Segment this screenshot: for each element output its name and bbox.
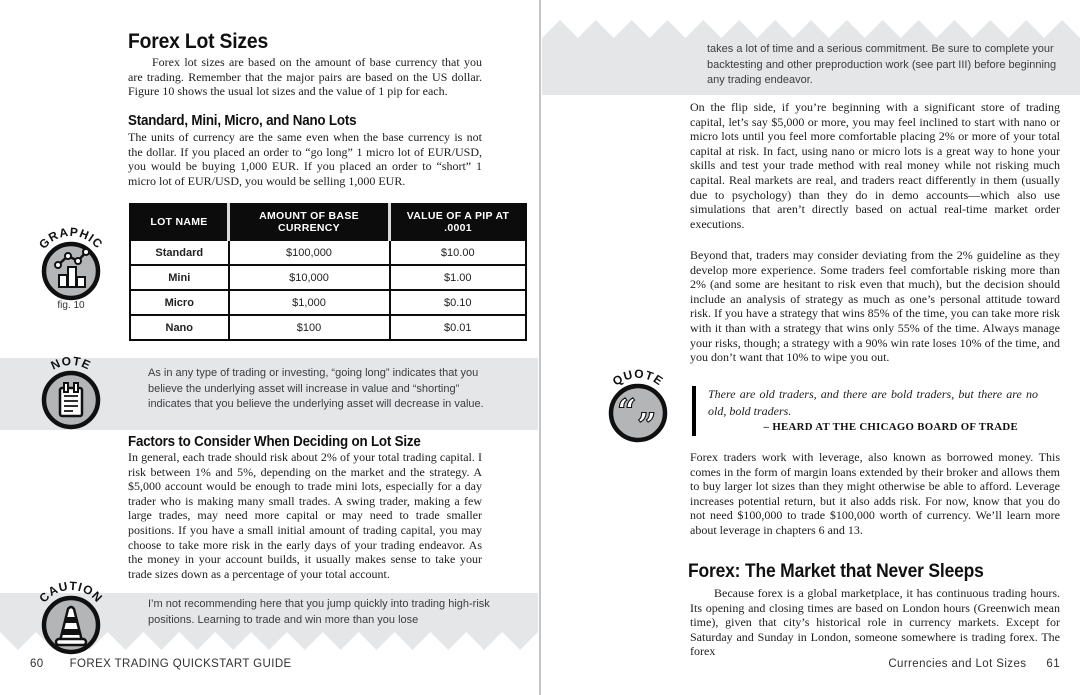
sub-paragraph: The units of currency are the same even when the base currency is not the dollar. If you placed an order to “go long” 1 micro lot of EUR/USD, you would be buying 1,000 EUR. If you placed an order to “short” 1 micro lot of EUR/USD, you would be selling 1,000 EUR. <box>128 130 482 188</box>
caution-label: CAUTION <box>36 578 106 606</box>
quote-icon <box>598 351 678 447</box>
col-header: AMOUNT OF BASE CURRENCY <box>229 204 390 240</box>
col-header: VALUE OF A PIP AT .0001 <box>390 204 527 240</box>
table-row <box>130 265 526 290</box>
page-gutter <box>539 0 541 695</box>
continued-text: takes a lot of time and a serious commitment. Be sure to complete your backtesting and other preproduction work (see part III) before beginning any trading endeavor. <box>707 43 1057 86</box>
page-title: Forex Lot Sizes <box>128 30 269 53</box>
factors-paragraph: In general, each trade should risk about 2% of your total trading capital. I risk between 1% and 5%, depending on the market and the strategy. A $5,000 account would be enough to trade mini lots, especially for a day trader who is making many small trades. A swing trader, making a few large trades, may need more capital or may need to trade smaller positions. If you have a small initial amount of trading capital, you may choose to take more risk in the early days of your trading endeavor. As the money in your account builds, it usually makes sense to take your trade sizes down as a percentage of your total account. <box>128 450 482 581</box>
figure-caption: fig. 10 <box>57 300 85 311</box>
body-paragraph: Forex traders work with leverage, also known as borrowed money. This comes in the form of margin loans extended by their broker and allows them to buy larger lot sizes than they might otherwise be able to afford. Leverage increases potential return, but it also adds risk. For now, know that you do not need $100,000 to trade $100,000 worth of currency. We’ll learn more about leverage in chapters 6 and 13. <box>690 450 1060 537</box>
left-page <box>0 0 539 695</box>
section-heading: Forex: The Market that Never Sleeps <box>688 561 984 582</box>
body-paragraph: On the flip side, if you’re beginning with a significant store of trading capital, let’s say $5,000 or more, you may feel inclined to start with nano or micro lots until you feel more comfortable placing 2% or more of your total capital at risk. In fact, using nano or micro lots is a great way to hone your skills and test your trade method with real money while not risking much capital. Real markets are real, and traders react differently in them (usually due to psychology) than they do in demo accounts—which also use simulations that aren’t directly based on actual real-time market order executions. <box>690 100 1060 231</box>
intro-paragraph: Forex lot sizes are based on the amount of base currency that you are trading. Remember that the major pairs are based on the US dollar. Figure 10 shows the usual lot sizes and the value of 1 pip for each. <box>128 55 482 99</box>
cell-amount: $10,000 <box>229 265 390 290</box>
table-row <box>130 290 526 315</box>
zigzag-edge <box>542 20 1080 38</box>
quote-attribution: – HEARD AT THE CHICAGO BOARD OF TRADE <box>763 421 1018 433</box>
cell-amount: $100,000 <box>229 240 390 265</box>
page-number: 61 <box>1046 658 1060 670</box>
cell-pip-value: $0.01 <box>390 315 527 340</box>
cell-lot-name: Mini <box>130 265 229 290</box>
factors-heading: Factors to Consider When Deciding on Lot Size <box>128 434 421 450</box>
table-row <box>130 240 526 265</box>
caution-text: I’m not recommending here that you jump quickly into trading high-risk positions. Learning to trade and win more than you lose <box>148 598 490 626</box>
quote-label: QUOTE <box>610 366 667 389</box>
right-footer <box>690 658 1060 670</box>
svg-text:“: “ <box>617 392 637 432</box>
cell-lot-name: Standard <box>130 240 229 265</box>
cell-pip-value: $10.00 <box>390 240 527 265</box>
graphic-label: GRAPHIC <box>36 224 106 252</box>
table-row <box>130 315 526 340</box>
cell-lot-name: Nano <box>130 315 229 340</box>
svg-text:”: ” <box>637 406 657 446</box>
book-title-footer: FOREX TRADING QUICKSTART GUIDE <box>69 658 292 670</box>
svg-text:NOTE <box>49 354 94 373</box>
quote-rule <box>692 386 696 436</box>
quote-text: There are old traders, and there are bold traders, but there are no old, bold traders. <box>708 387 1038 418</box>
cell-pip-value: $1.00 <box>390 265 527 290</box>
bar-chart-icon <box>31 209 111 305</box>
chapter-title-footer: Currencies and Lot Sizes <box>888 658 1027 670</box>
right-page <box>541 0 1080 695</box>
page-number: 60 <box>30 658 44 670</box>
lot-size-table <box>129 203 527 341</box>
table-header-row <box>130 204 526 240</box>
cell-amount: $100 <box>229 315 390 340</box>
body-paragraph: Beyond that, traders may consider deviating from the 2% guideline as they develop more experience. Some traders feel comfortable risking more than 2% (and some are hesitant to risk even that much), but the decision should include an analysis of strategy as much as one’s personal attitude toward risk. If you have a strategy that wins 85% of the time, you can take more risk with it than with a strategy that wins only 55% of the time. Always manage your risks, though; a strategy with a 90% win rate loses 10% of the time, and you don’t want that 10% to wipe you out. <box>690 248 1060 365</box>
note-label: NOTE <box>48 353 94 373</box>
notepad-icon <box>31 338 111 434</box>
note-text: As in any type of trading or investing, “going long” indicates that you believe the underlying asset will increase in value and “shorting” indicates that you believe the underlying asset will decrease in value. <box>148 367 484 410</box>
body-paragraph: Because forex is a global marketplace, it has continuous trading hours. Its opening and closing times are based on London hours (Greenwich mean time), given that city’s historical role in currency markets. Except for Saturday and Sunday in London, someone somewhere is trading forex. The forex <box>690 586 1060 659</box>
left-footer <box>30 658 292 670</box>
traffic-cone-icon <box>31 563 111 659</box>
sub-heading: Standard, Mini, Micro, and Nano Lots <box>128 113 357 129</box>
cell-lot-name: Micro <box>130 290 229 315</box>
cell-amount: $1,000 <box>229 290 390 315</box>
col-header: LOT NAME <box>130 204 229 240</box>
cell-pip-value: $0.10 <box>390 290 527 315</box>
